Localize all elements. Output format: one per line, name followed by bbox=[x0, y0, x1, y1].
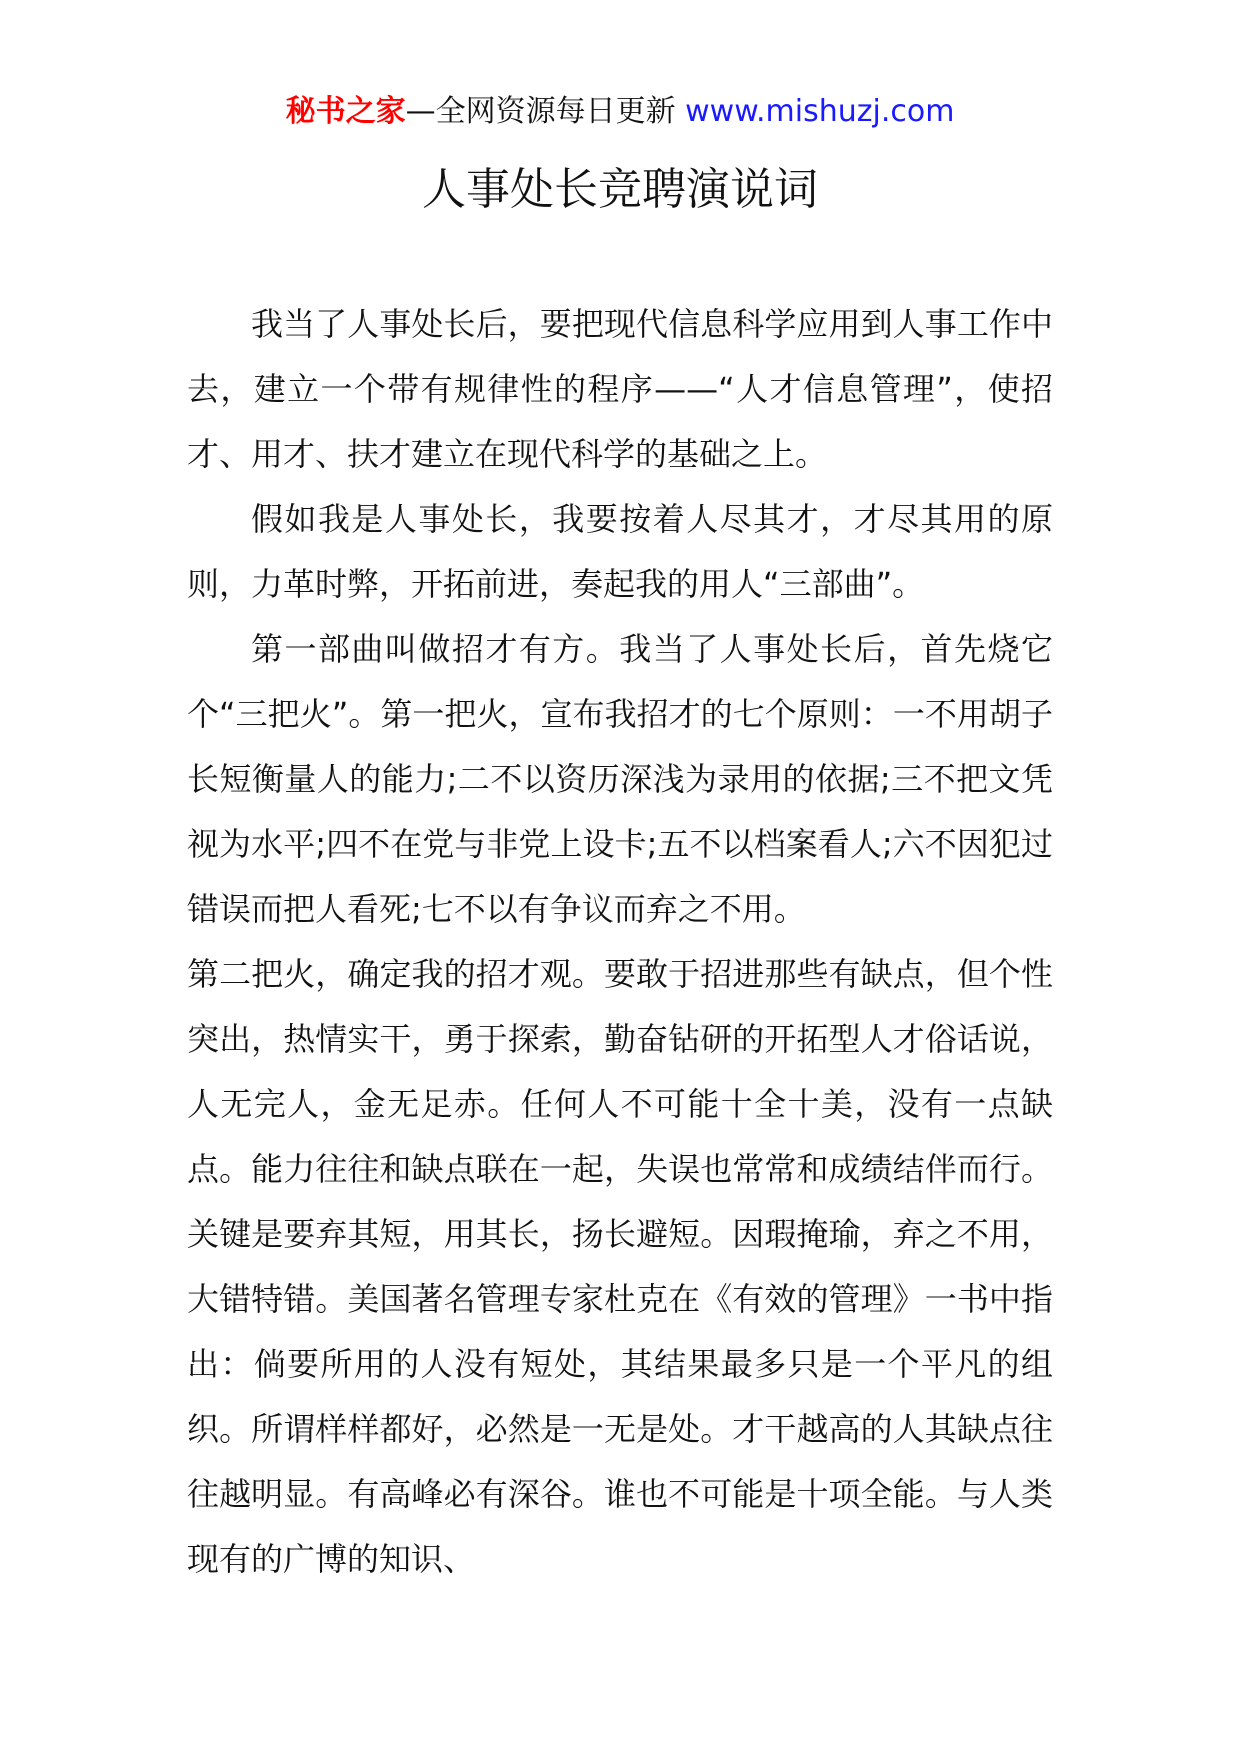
paragraph: 我当了人事处长后，要把现代信息科学应用到人事工作中去，建立一个带有规律性的程序——“人才信息管理”，使招才、用才、扶才建立在现代科学的基础之上。 bbox=[187, 305, 1053, 473]
site-brand: 秘书之家 bbox=[285, 94, 406, 129]
paragraph: 假如我是人事处长，我要按着人尽其才，才尽其用的原则，力革时弊，开拓前进，奏起我的用人“三部曲”。 bbox=[187, 500, 1053, 603]
paragraph: 第一部曲叫做招才有方。我当了人事处长后，首先烧它个“三把火”。第一把火，宣布我招才的七个原则：一不用胡子长短衡量人的能力;二不以资历深浅为录用的依据;三不把文凭视为水平;四不在党与非党上设卡;五不以档案看人;六不因犯过错误而把人看死;七不以有争议而弃之不用。 bbox=[187, 630, 1053, 928]
document-body bbox=[187, 292, 1053, 1592]
site-tagline: —全网资源每日更新 bbox=[405, 94, 686, 129]
site-url-link[interactable]: www.mishuzj.com bbox=[685, 94, 955, 129]
paragraph: 第二把火，确定我的招才观。要敢于招进那些有缺点，但个性突出，热情实干，勇于探索，勤奋钻研的开拓型人才俗话说，人无完人，金无足赤。任何人不可能十全十美，没有一点缺点。能力往往和缺点联在一起，失误也常常和成绩结伴而行。关键是要弃其短，用其长，扬长避短。因瑕掩瑜，弃之不用，大错特错。美国著名管理专家杜克在《有效的管理》一书中指出：倘要所用的人没有短处，其结果最多只是一个平凡的组织。所谓样样都好，必然是一无是处。才干越高的人其缺点往往越明显。有高峰必有深谷。谁也不可能是十项全能。与人类现有的广博的知识、 bbox=[187, 955, 1053, 1578]
site-header bbox=[0, 92, 1240, 132]
document-title: 人事处长竞聘演说词 bbox=[422, 164, 818, 215]
